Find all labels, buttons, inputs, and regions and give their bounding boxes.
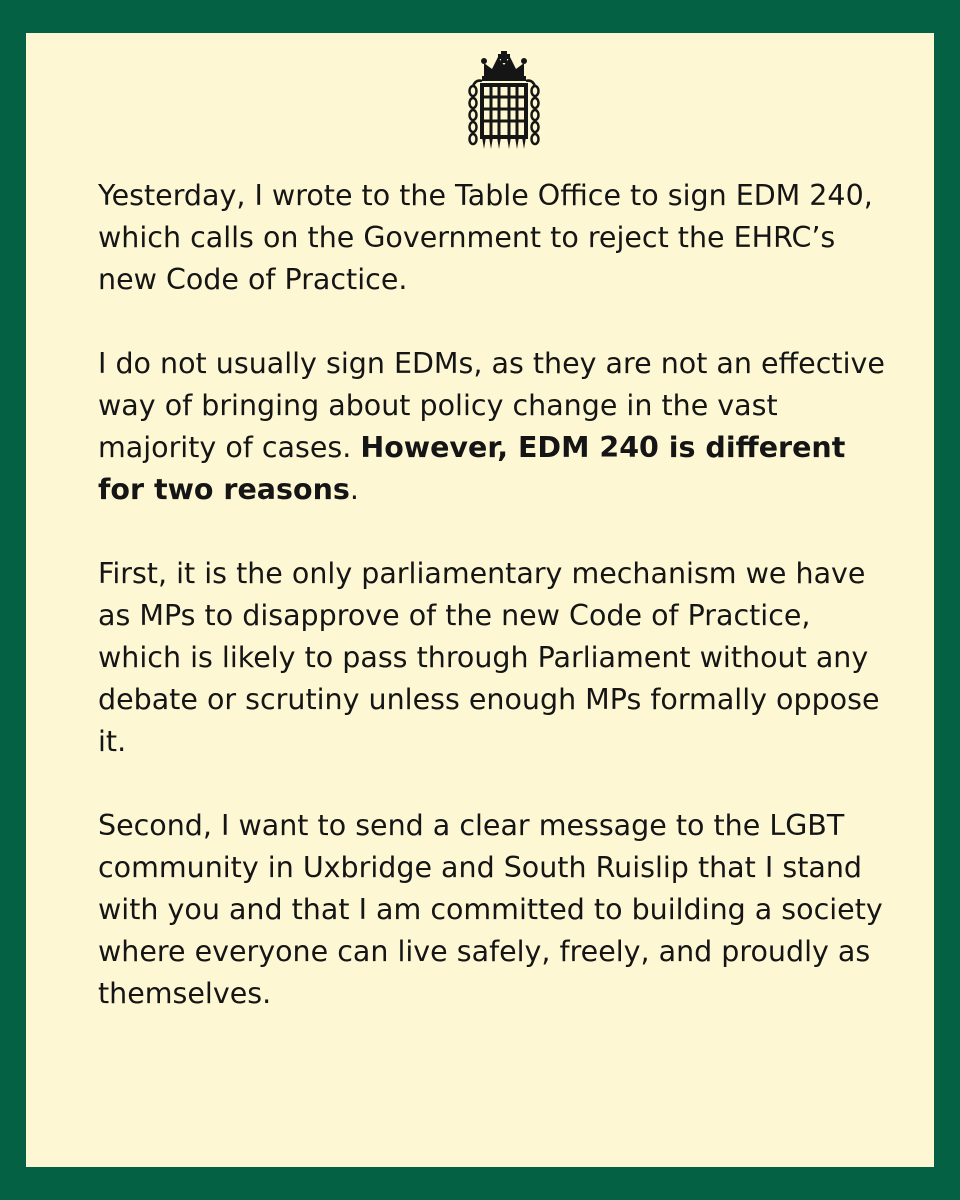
statement-card — [26, 33, 934, 1167]
paragraph-4: Second, I want to send a clear message to the LGBT community in Uxbridge and South Ruislip that I stand with you and that I am committed to building a society where everyone can live safely, freely, and proudly as themselves. — [98, 809, 883, 1010]
portcullis-icon — [464, 51, 544, 155]
paragraph-1: Yesterday, I wrote to the Table Office to sign EDM 240, which calls on the Government to reject the EHRC’s new Code of Practice. — [98, 179, 873, 296]
paragraph-3: First, it is the only parliamentary mechanism we have as MPs to disapprove of the new Code of Practice, which is likely to pass through Parliament without any debate or scrutiny unless enough MPs formally oppose it. — [98, 557, 880, 758]
paragraph-2-start: I do not usually sign EDMs, as they are not an effective way of bringing about policy change in the vast majority of cases. — [98, 347, 885, 464]
paragraph-2 — [98, 343, 898, 511]
paragraph-2-end: . — [349, 473, 359, 506]
paragraph-2-bold: However, EDM 240 is different for two reasons — [98, 431, 846, 506]
statement-body — [98, 175, 898, 1015]
